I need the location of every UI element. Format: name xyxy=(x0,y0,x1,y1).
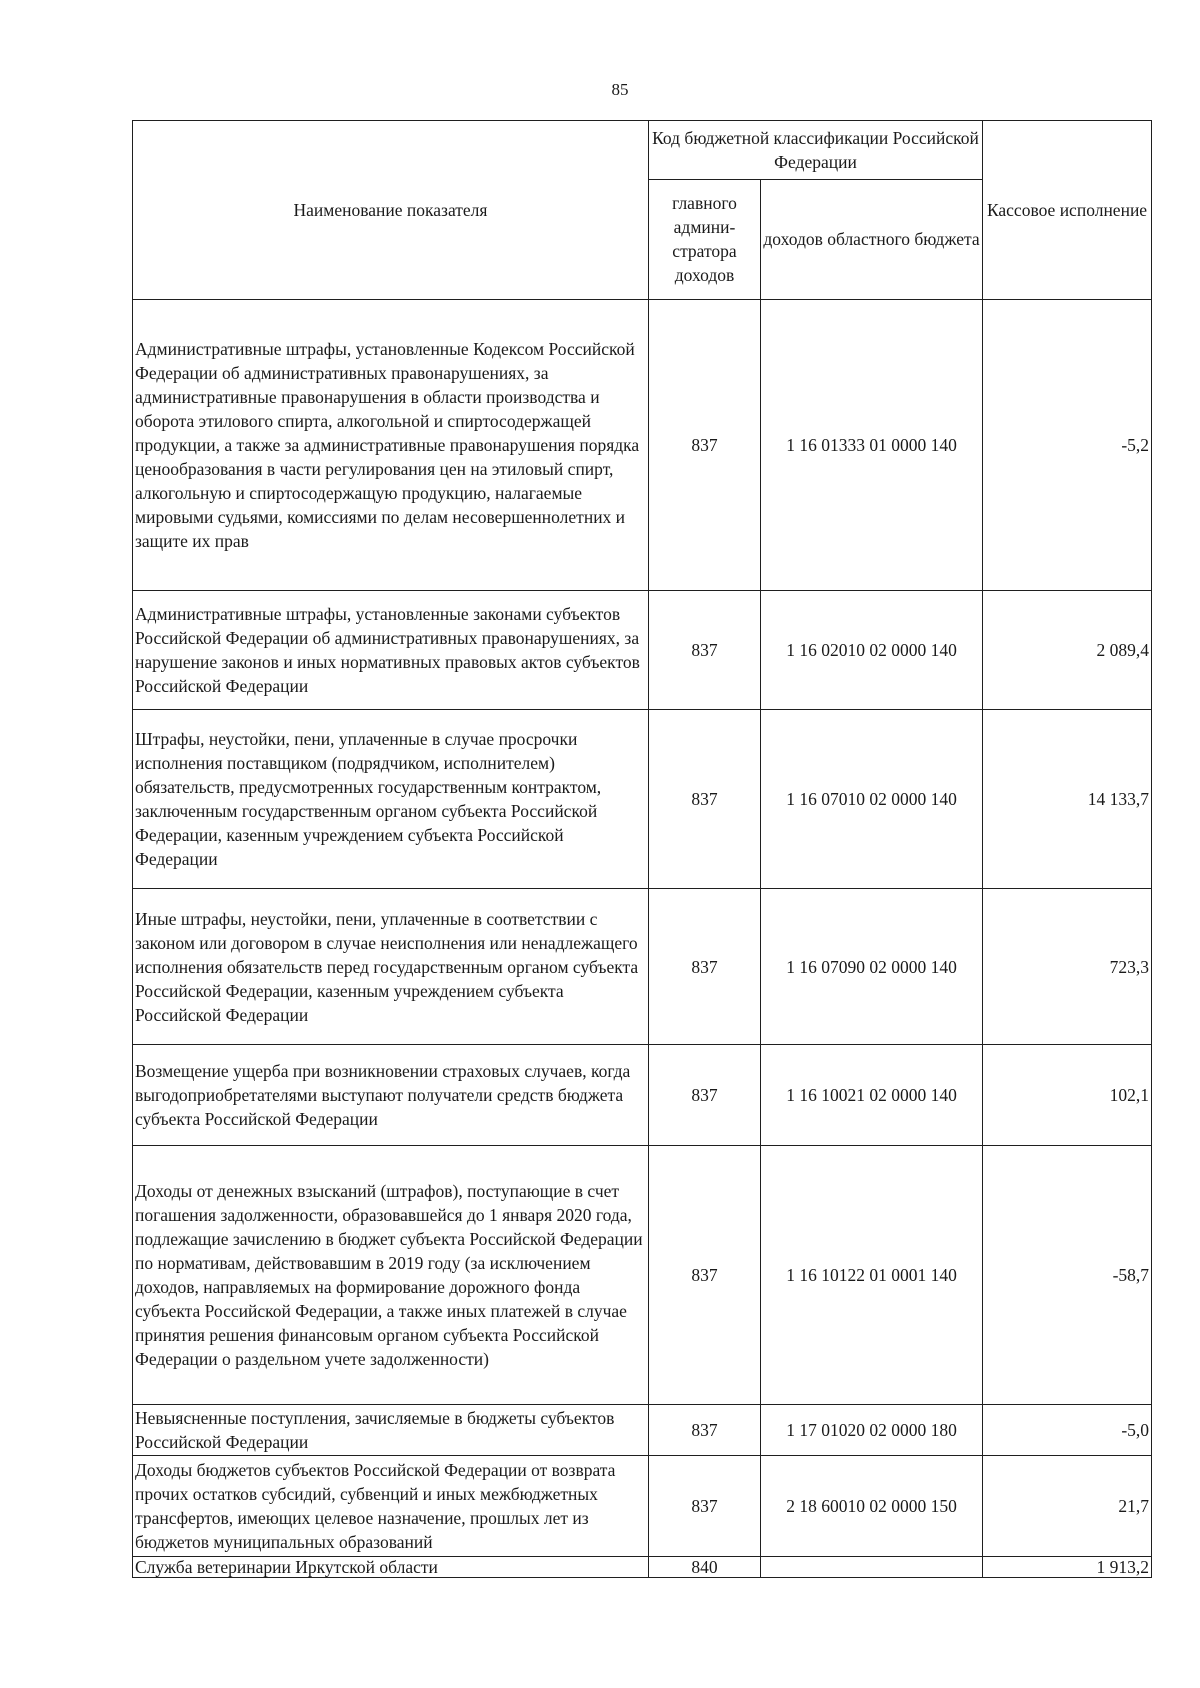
row-indicator-name: Штрафы, неустойки, пени, уплаченные в случае просрочки исполнения поставщиком (подрядчиком, исполнителем) обязательств, предусмотренных государственным контрактом, заключенным государственным органом субъекта Российской Федерации, казенным учреждением субъекта Российской Федерации xyxy=(133,710,649,889)
row-revenue-code xyxy=(761,1557,983,1578)
header-budget-classification-code: Код бюджетной классификации Российской Федерации xyxy=(649,121,983,180)
page-number: 85 xyxy=(611,80,629,99)
budget-revenue-table xyxy=(132,120,1152,1578)
row-admin-code: 837 xyxy=(649,1456,761,1557)
table-row xyxy=(133,300,1152,591)
header-chief-administrator: главного админи-стратора доходов xyxy=(649,179,761,299)
row-indicator-name: Административные штрафы, установленные Кодексом Российской Федерации об административных правонарушениях, за административные правонарушения в области производства и оборота этилового спирта, алкогольной и спиртосодержащей продукции, а также за административные правонарушения порядка ценообразования в части регулирования цен на этиловый спирт, алкогольную и спиртосодержащую продукцию, налагаемые мировыми судьями, комиссиями по делам несовершеннолетних и защите их прав xyxy=(133,300,649,591)
row-cash-execution: -5,0 xyxy=(983,1405,1152,1456)
table-row xyxy=(133,1146,1152,1405)
row-cash-execution: 14 133,7 xyxy=(983,710,1152,889)
row-admin-code: 837 xyxy=(649,1146,761,1405)
row-admin-code: 837 xyxy=(649,889,761,1045)
row-admin-code: 837 xyxy=(649,710,761,889)
row-revenue-code: 1 16 07090 02 0000 140 xyxy=(761,889,983,1045)
table-row xyxy=(133,1557,1152,1578)
row-indicator-name: Доходы бюджетов субъектов Российской Федерации от возврата прочих остатков субсидий, субвенций и иных межбюджетных трансфертов, имеющих целевое назначение, прошлых лет из бюджетов муниципальных образований xyxy=(133,1456,649,1557)
row-indicator-name: Иные штрафы, неустойки, пени, уплаченные в соответствии с законом или договором в случае неисполнения или ненадлежащего исполнения обязательств перед государственным органом субъекта Российской Федерации, казенным учреждением субъекта Российской Федерации xyxy=(133,889,649,1045)
row-admin-code: 837 xyxy=(649,300,761,591)
row-admin-code: 837 xyxy=(649,591,761,710)
row-revenue-code: 1 16 01333 01 0000 140 xyxy=(761,300,983,591)
row-admin-code: 837 xyxy=(649,1405,761,1456)
row-indicator-name: Невыясненные поступления, зачисляемые в бюджеты субъектов Российской Федерации xyxy=(133,1405,649,1456)
table-row xyxy=(133,591,1152,710)
row-cash-execution: -58,7 xyxy=(983,1146,1152,1405)
table-row xyxy=(133,710,1152,889)
row-cash-execution: 1 913,2 xyxy=(983,1557,1152,1578)
row-cash-execution: 21,7 xyxy=(983,1456,1152,1557)
row-revenue-code: 2 18 60010 02 0000 150 xyxy=(761,1456,983,1557)
row-cash-execution: 2 089,4 xyxy=(983,591,1152,710)
header-indicator-name: Наименование показателя xyxy=(133,121,649,300)
row-admin-code: 837 xyxy=(649,1045,761,1146)
table-row xyxy=(133,1456,1152,1557)
row-cash-execution: 723,3 xyxy=(983,889,1152,1045)
row-revenue-code: 1 16 10122 01 0001 140 xyxy=(761,1146,983,1405)
row-revenue-code: 1 16 10021 02 0000 140 xyxy=(761,1045,983,1146)
row-indicator-name: Возмещение ущерба при возникновении страховых случаев, когда выгодоприобретателями выступают получатели средств бюджета субъекта Российской Федерации xyxy=(133,1045,649,1146)
row-cash-execution: 102,1 xyxy=(983,1045,1152,1146)
row-indicator-name: Доходы от денежных взысканий (штрафов), поступающие в счет погашения задолженности, образовавшейся до 1 января 2020 года, подлежащие зачислению в бюджет субъекта Российской Федерации по нормативам, действовавшим в 2019 году (за исключением доходов, направляемых на формирование дорожного фонда субъекта Российской Федерации, а также иных платежей в случае принятия решения финансовым органом субъекта Российской Федерации о раздельном учете задолженности) xyxy=(133,1146,649,1405)
row-revenue-code: 1 17 01020 02 0000 180 xyxy=(761,1405,983,1456)
table-row xyxy=(133,1045,1152,1146)
header-cash-execution: Кассовое исполнение xyxy=(983,121,1152,300)
header-regional-revenue-code: доходов областного бюджета xyxy=(761,179,983,299)
row-cash-execution: -5,2 xyxy=(983,300,1152,591)
row-indicator-name: Административные штрафы, установленные законами субъектов Российской Федерации об административных правонарушениях, за нарушение законов и иных нормативных правовых актов субъектов Российской Федерации xyxy=(133,591,649,710)
row-revenue-code: 1 16 07010 02 0000 140 xyxy=(761,710,983,889)
table-row xyxy=(133,889,1152,1045)
row-admin-code: 840 xyxy=(649,1557,761,1578)
table-row xyxy=(133,1405,1152,1456)
row-indicator-name: Служба ветеринарии Иркутской области xyxy=(133,1557,649,1578)
row-revenue-code: 1 16 02010 02 0000 140 xyxy=(761,591,983,710)
